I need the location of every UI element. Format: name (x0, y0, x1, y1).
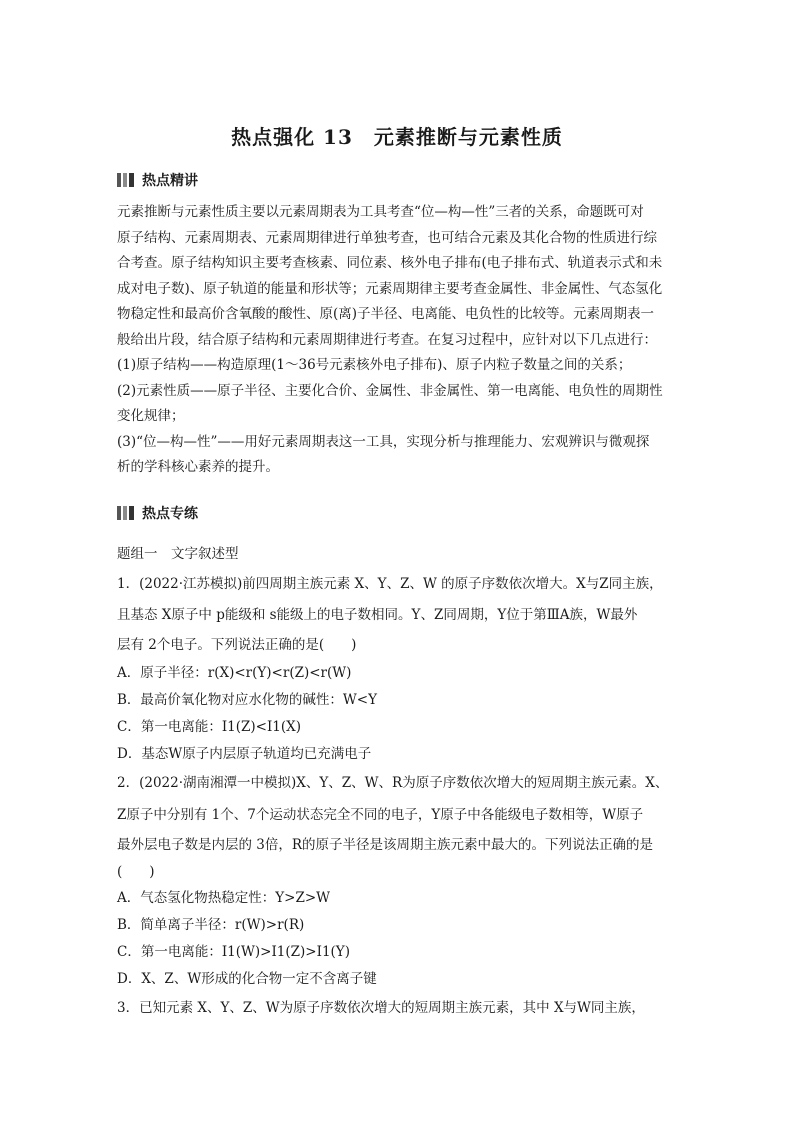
section-heading-practice (117, 503, 217, 523)
section-label: 热点精讲 (142, 173, 198, 189)
question-2-stem-line: Z原子中分别有 1个、7个运动状态完全不同的电子，Y原子中各能级电子数相等，W原子 (117, 807, 644, 823)
question-group-heading: 题组一 文字叙述型 (117, 546, 239, 562)
section-label: 热点专练 (142, 506, 198, 522)
section-heading-lecture (117, 170, 217, 190)
text-line: (1)原子结构——构造原理(1～36号元素核外电子排布)、原子内粒子数量之间的关系； (117, 357, 632, 373)
question-2-stem-line: 最外层电子数是内层的 3倍，R的原子半径是该周期主族元素中最大的。下列说法正确的是 (117, 837, 654, 853)
text-line: (3)“位—构—性”——用好元素周期表这一工具，实现分析与推理能力、宏观辨识与微观探 (117, 433, 650, 450)
question-2-option-b: B．简单离子半径：r(W)>r(R) (117, 917, 305, 933)
question-1-option-d: D．基态W原子内层原子轨道均已充满电子 (117, 746, 372, 762)
text-line: 元素推断与元素性质主要以元素周期表为工具考查“位—构—性”三者的关系，命题既可对 (117, 204, 644, 220)
text-line: 变化规律； (117, 408, 185, 424)
question-1-option-c: C．第一电离能：I1(Z)<I1(X) (117, 719, 302, 735)
question-1-option-b: B．最高价氧化物对应水化物的碱性：W<Y (117, 692, 378, 708)
text-line: 般给出片段，结合原子结构和元素周期律进行考查。在复习过程中，应针对以下几点进行： (117, 331, 657, 348)
text-line: 合考查。原子结构知识主要考查核素、同位素、核外电子排布(电子排布式、轨道表示式和未 (117, 255, 663, 271)
question-1-stem-line: 1．(2022·江苏模拟)前四周期主族元素 X、Y、Z、W 的原子序数依次增大。X与Z同主族， (117, 576, 663, 592)
question-2-stem-line: 2．(2022·湖南湘潭一中模拟)X、Y、Z、W、R为原子序数依次增大的短周期主族元素。X、 (117, 775, 669, 791)
text-line: 析的学科核心素养的提升。 (117, 459, 279, 475)
question-1-stem-line: 且基态 X原子中 p能级和 s能级上的电子数相同。Y、Z同周期，Y位于第ⅢA族，W最外 (117, 607, 638, 623)
question-1-option-a: A．原子半径：r(X)<r(Y)<r(Z)<r(W) (117, 665, 352, 681)
section-marker-icon (117, 506, 136, 520)
question-2-option-a: A．气态氢化物热稳定性：Y>Z>W (117, 890, 331, 906)
question-2-stem-line: ( ) (117, 864, 155, 880)
section-marker-icon (117, 173, 136, 187)
text-line: 成对电子数)、原子轨道的能量和形状等；元素周期律主要考查金属性、非金属性、气态氢化 (117, 280, 663, 297)
question-3-stem-line: 3．已知元素 X、Y、Z、W为原子序数依次增大的短周期主族元素，其中 X与W同主族， (117, 1000, 645, 1016)
question-2-option-d: D．X、Z、W形成的化合物一定不含离子键 (117, 971, 377, 987)
text-line: 物稳定性和最高价含氧酸的酸性、原(离)子半径、电离能、电负性的比较等。元素周期表一 (117, 306, 655, 322)
text-line: (2)元素性质——原子半径、主要化合价、金属性、非金属性、第一电离能、电负性的周期性 (117, 382, 663, 399)
intro-paragraph (117, 200, 677, 481)
question-2-option-c: C．第一电离能：I1(W)>I1(Z)>I1(Y) (117, 944, 350, 960)
question-1-stem-line: 层有 2个电子。下列说法正确的是( ) (117, 637, 357, 653)
text-line: 原子结构、元素周期表、元素周期律进行单独考查，也可结合元素及其化合物的性质进行综 (117, 229, 657, 246)
page-title: 热点强化 13 元素推断与元素性质 (231, 125, 563, 149)
